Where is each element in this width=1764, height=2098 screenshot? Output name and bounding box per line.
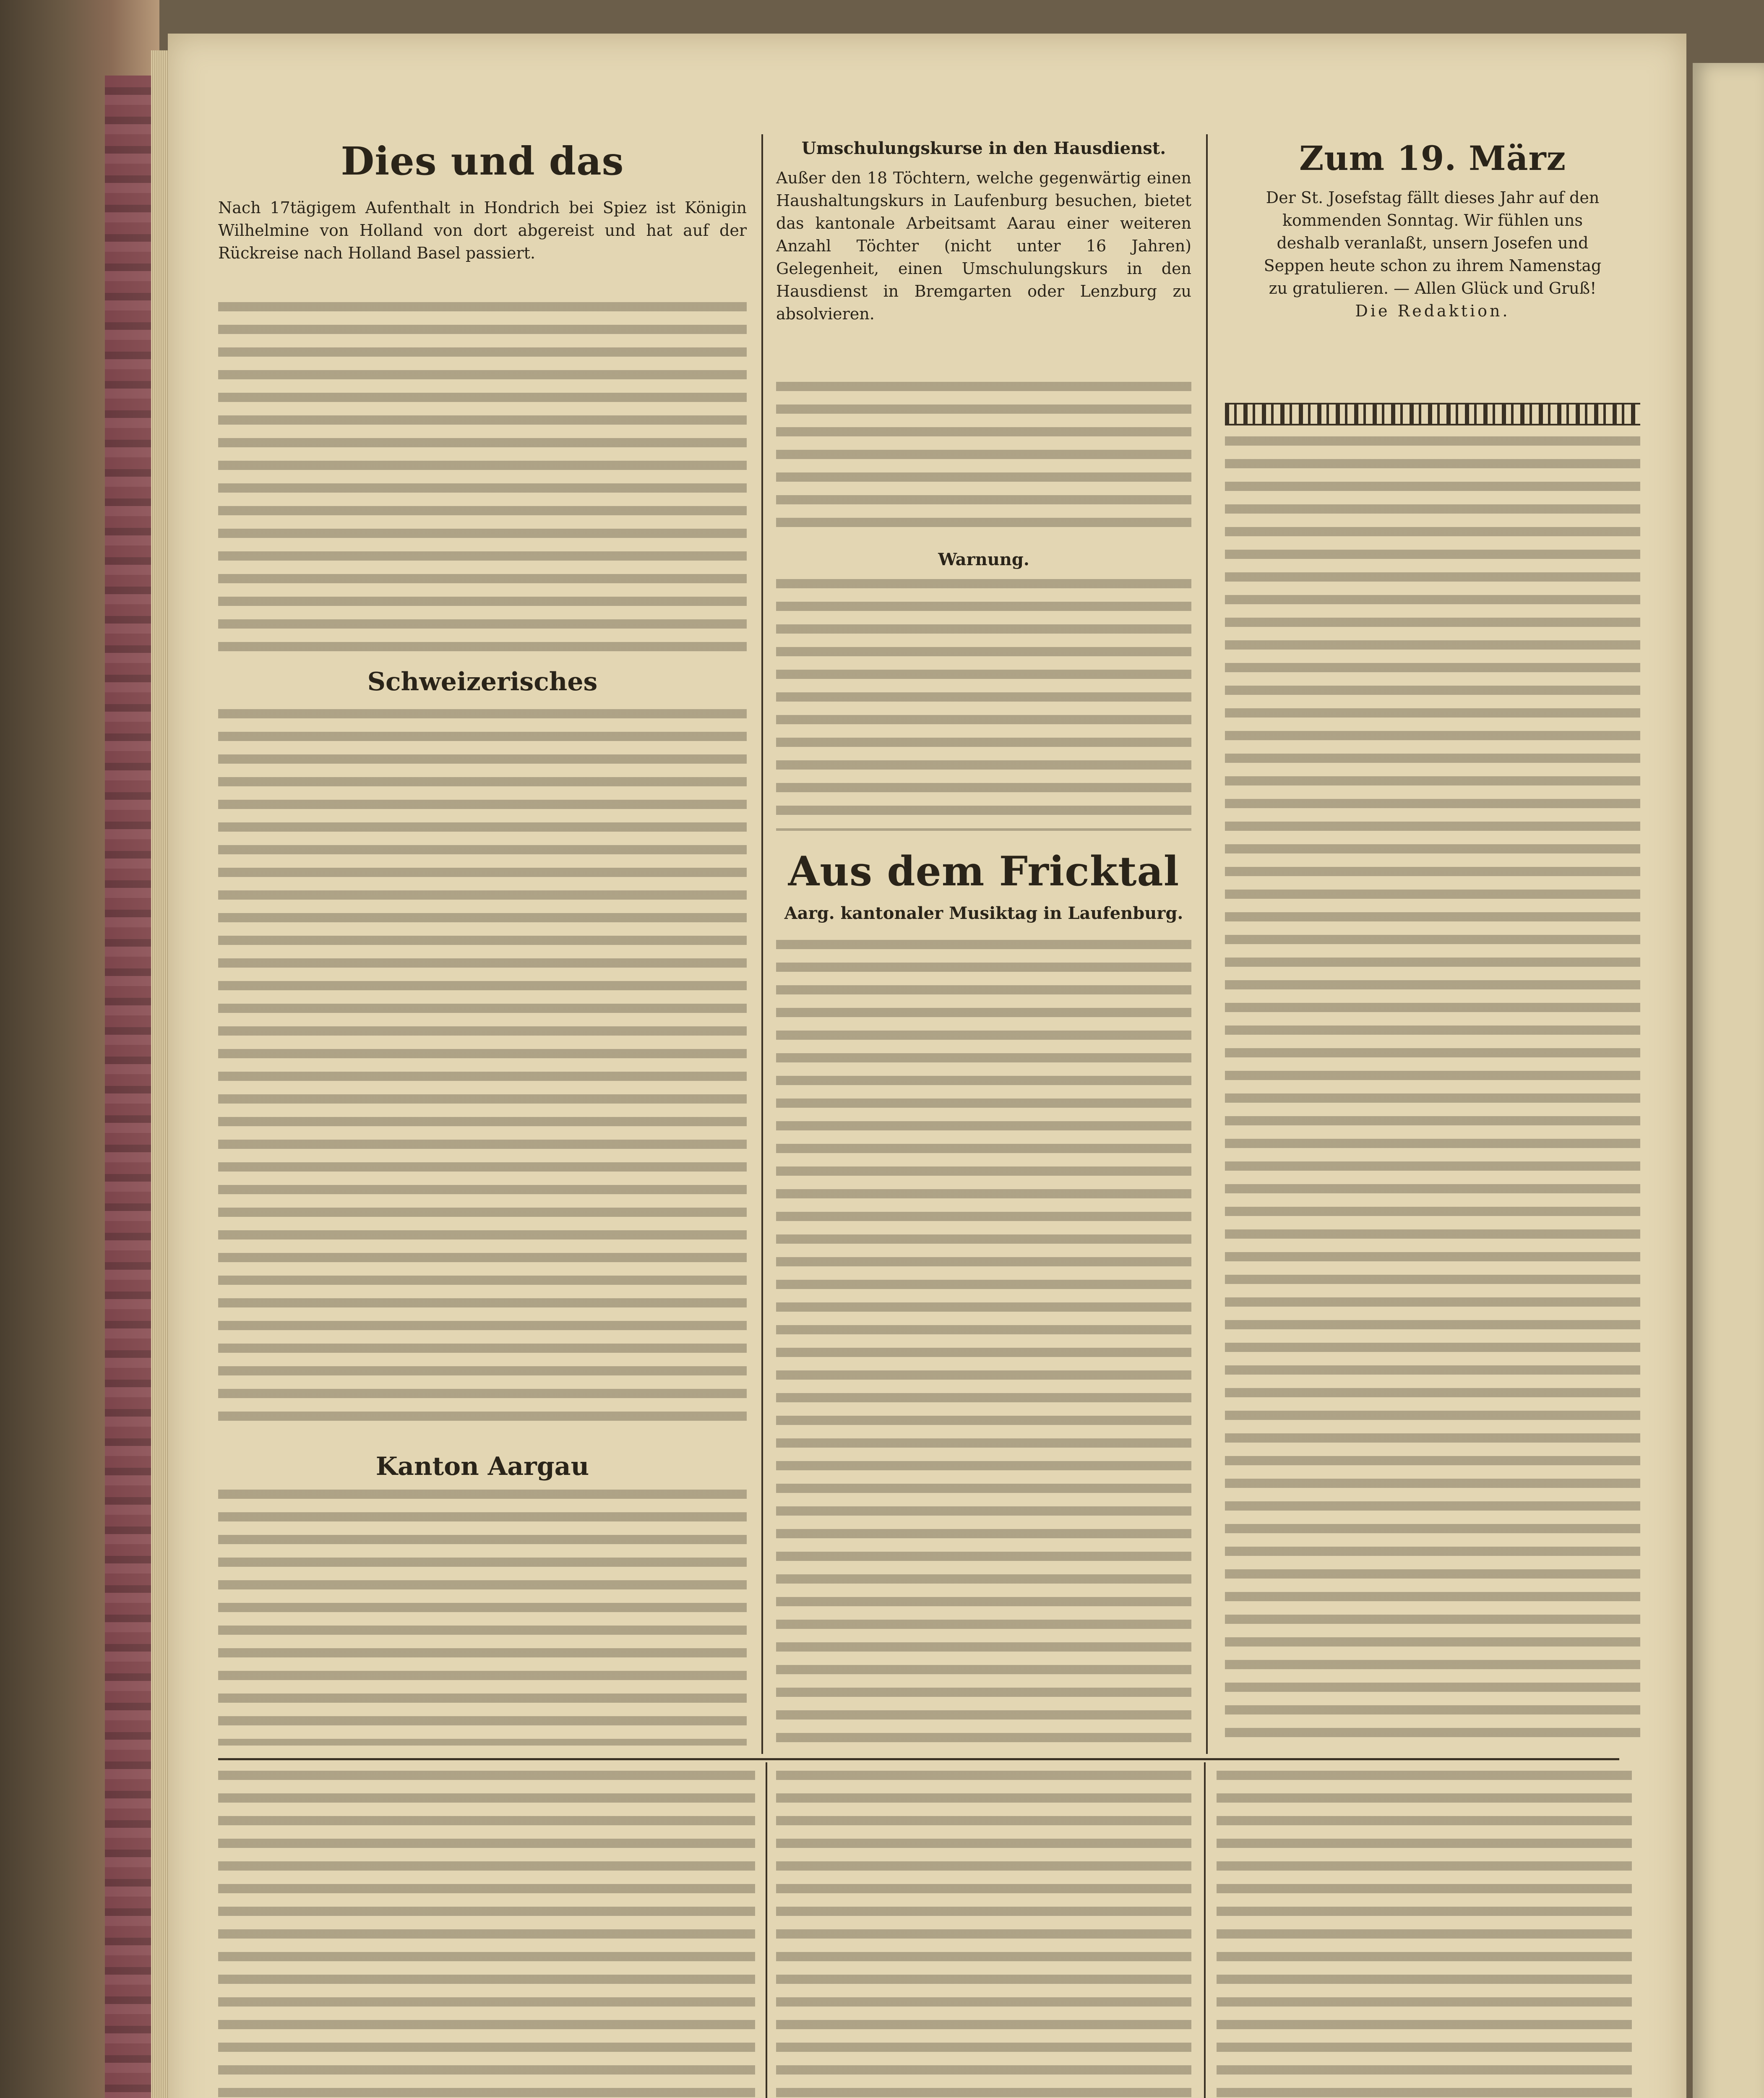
binding-marbled-strip [105,76,151,2098]
dies-und-das-lead: Nach 17tägigem Aufenthalt in Hondrich bei Spiez ist Königin Wilhelmine von Holland von dort abgereist und hat auf der Rückreise nach Holland Basel passiert. [218,198,747,262]
zum-19-maerz-headline: Zum 19. März [1299,138,1566,178]
body-text-block [218,1490,747,1746]
fricktal-article [776,848,1191,923]
adjacent-page-edge [1693,63,1764,2098]
fricktal-headline: Aus dem Fricktal [788,848,1180,895]
feuilleton-text-block [776,1771,1191,2098]
zum-19-maerz-body: Der St. Josefstag fällt dieses Jahr auf den kommenden Sonntag. Wir fühlen uns deshalb veranlaßt, unsern Josefen und Seppen heute schon zu ihrem Namenstag zu gratulieren. — Allen Glück und Gruß! [1264,188,1602,297]
body-text-block [776,382,1191,533]
body-text-block [218,302,747,655]
zum-19-maerz-box [1225,138,1640,322]
schweizerisches-headline: Schweizerisches [367,667,598,697]
body-text-block [1225,436,1640,1750]
warnung-headline: Warnung. [938,550,1029,569]
umschulungskurse-headline: Umschulungskurse in den Hausdienst. [801,138,1166,158]
newspaper-page [168,34,1686,2098]
dies-und-das-article [218,138,747,264]
umschulungskurse-article [776,138,1191,325]
umschulungskurse-lead: Außer den 18 Töchtern, welche gegenwärtig einen Haushaltungskurs in Laufenburg besuchen, bietet das kantonale Arbeitsamt Aarau einer weiteren Anzahl Töchter (nicht unter 16 Jahren) Gelegenheit, einen Umschulungskurs in den Hausdienst in Bremgarten oder Lenzburg zu absolvieren. [776,169,1191,323]
feuilleton-text-block [218,1771,755,2098]
body-text-block [776,940,1191,1746]
ornamental-border [1225,403,1640,425]
kanton-aargau-article [218,1452,747,1481]
dies-und-das-headline: Dies und das [341,138,624,184]
feuilleton-text-block [1217,1771,1632,2098]
feuilleton-rule [218,1758,1619,1760]
body-text-block [218,709,747,1431]
warnung-article [776,550,1191,569]
kanton-aargau-headline: Kanton Aargau [375,1452,589,1481]
column-rule [1204,1762,1206,2098]
schweizerisches-article [218,667,747,697]
body-text-block [776,579,1191,831]
fricktal-subhead: Aarg. kantonaler Musiktag in Laufenburg. [784,903,1183,923]
column-rule [761,134,763,1754]
column-rule [766,1762,767,2098]
column-rule [1206,134,1208,1754]
zum-19-maerz-signature: Die Redaktion. [1355,302,1510,320]
